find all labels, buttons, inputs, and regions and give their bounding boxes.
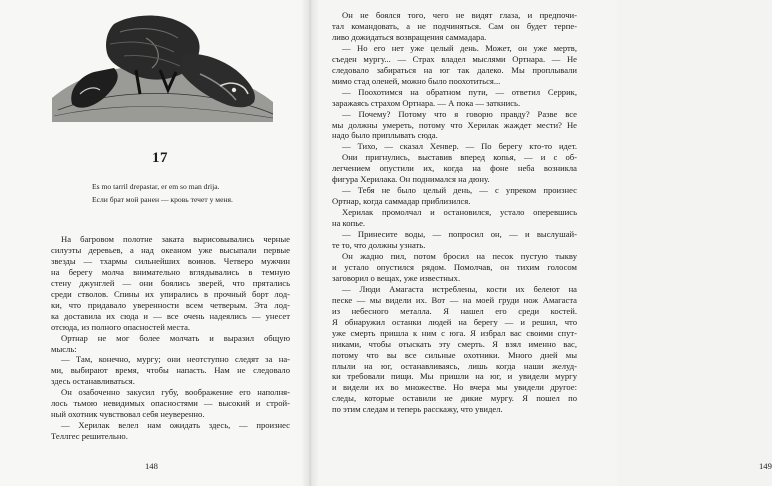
right-page-text	[332, 10, 577, 415]
text-line: мы должны умереть, потому что Херилак жаждет мести? Не	[332, 119, 577, 130]
text-line: ми, выбирают время, чтобы напасть. Нам не следовало	[51, 365, 290, 376]
text-line: — Херилак велел нам ожидать здесь, — произнес	[61, 420, 290, 431]
text-line: отсюда, из полного опасностей места.	[51, 321, 191, 332]
text-line: — Люди Амагаста истреблены, кости их белеют на	[342, 283, 577, 294]
text-line: — Но его нет уже целый день. Может, он уже мертв,	[342, 42, 577, 53]
text-line: — Тебя не было целый день, — с упреком произнес	[342, 185, 577, 196]
text-line: — Поохотимся на обратном пути, — ответил Серрик,	[342, 86, 577, 97]
page-number-right: 149	[759, 461, 772, 471]
text-line: и устало опустился рядом. Помолчав, он тихим голосом	[332, 261, 577, 272]
text-line: Он жадно пил, потом бросил на песок пустую тыкву	[342, 250, 577, 261]
epigraph-line: Если брат мой ранен — кровь течет у меня.	[92, 195, 233, 204]
text-line: потому что вы все сильные охотники. Много дней мы	[332, 349, 577, 360]
text-line: — Там, конечно, мургу; они неотступно следят за на-	[61, 354, 290, 365]
book-gutter	[301, 0, 319, 486]
text-line: плыли на юг, останавливаясь, лишь когда наши желуд-	[332, 360, 577, 371]
text-line: тал командовать, а не подчиняться. Сам он будет терпе-	[332, 20, 577, 31]
text-line: здесь останавливаться.	[51, 376, 135, 387]
epigraph	[92, 180, 233, 206]
text-line: следовало забираться на юг так далеко. Мы проплывали	[332, 64, 577, 75]
text-line: заражаясь страхом Ортнара. — А пока — заткнись.	[332, 97, 521, 108]
text-line: силуэты деревьев, а над океаном уже высыпали первые	[51, 244, 290, 255]
text-line: на копье.	[332, 218, 366, 229]
text-line: Ортнар, когда саммадар приблизился.	[332, 196, 471, 207]
text-line: фигура Херилака. Он поднимался на дюну.	[332, 174, 490, 185]
text-line: среди стволов. Спины их упирались в прочный борт лод-	[51, 288, 290, 299]
text-line: уже смерть пришла к ним с юга. Я избрал вас своими спут-	[332, 327, 577, 338]
left-page	[0, 0, 310, 486]
chapter-number: 17	[152, 150, 168, 166]
page-number-left: 148	[145, 461, 158, 471]
text-line: надо было приплывать сюда.	[332, 130, 438, 141]
text-line: Херилак промолчал и остановился, устало оперевшись	[342, 207, 577, 218]
text-line: ки, что придавало уверенности всем четверым. Эта лод-	[51, 299, 290, 310]
text-line: из небесного металла. Я нашел его среди костей.	[332, 305, 577, 316]
text-line: Он озабоченно закусил губу, воображение его наполня-	[61, 387, 290, 398]
dragon-illustration	[50, 10, 275, 122]
text-line: легчением опустили их, когда на фоне неба возникла	[332, 163, 577, 174]
text-line: Они пригнулись, выставив вперед копья, — и с об-	[342, 152, 577, 163]
text-line: те то, что должны узнать.	[332, 240, 426, 251]
right-page	[310, 0, 772, 486]
text-line: следы, которые оставили не дикие мургу. Я пошел по	[332, 393, 577, 404]
text-line: ки требовали пищи. Мы пришли на юг, и увидели мургу	[332, 371, 577, 382]
text-line: мимо стад оленей, можно было поохотиться...	[332, 75, 501, 86]
text-line: — Тихо, — сказал Хенвер. — По берегу кто-то идет.	[342, 141, 577, 152]
text-line: съеден мургу... — Страх владел мыслями Ортнара. — Не	[332, 53, 577, 64]
text-line: песке — мы видели их. Вот — на моей груди нож Амагаста	[332, 294, 577, 305]
text-line: стену джунглей — они боялись зверей, что прятались	[51, 277, 290, 288]
text-line: Я обнаружил останки людей на берегу — и решил, что	[332, 316, 577, 327]
text-line: мысль:	[51, 343, 77, 354]
text-line: ный охотник чувствовал себя неуверенно.	[51, 409, 205, 420]
text-line: ливо дожидаться возвращения саммадара.	[332, 31, 487, 42]
text-line: звезды — тхармы сильнейших воинов. Четверо мужчин	[51, 255, 290, 266]
text-line: заговорил о вещах, уже известных.	[332, 272, 461, 283]
text-line: на берегу молча внимательно вглядывались в темную	[51, 266, 290, 277]
left-page-text	[51, 234, 290, 442]
text-line: Он не боялся того, чего не видят глаза, и предпочи-	[342, 10, 577, 20]
text-line: На багровом полотне заката вырисовывались черные	[61, 234, 290, 244]
text-line: Теллгес решительно.	[51, 431, 128, 442]
epigraph-line: Es mo tarril drepastar, er em so man drija.	[92, 182, 220, 191]
text-line: и видели их во множестве. Но вчера мы увидели другое:	[332, 382, 577, 393]
text-line: по этим следам и теперь расскажу, что увидел.	[332, 404, 503, 415]
text-line: ка доставила их сюда и — все очень надеялись — унесет	[51, 310, 290, 321]
text-line: Ортнар не мог более молчать и выразил общую	[61, 332, 290, 343]
text-line: лось тьмою невидимых опасностями — высокий и строй-	[51, 398, 290, 409]
text-line: — Принесите воды, — попросил он, — и выслушай-	[342, 229, 577, 240]
text-line: никами, чтобы отыскать эту смерть. Я взял именно вас,	[332, 338, 577, 349]
text-line: — Почему? Потому что я говорю правду? Разве все	[342, 108, 577, 119]
